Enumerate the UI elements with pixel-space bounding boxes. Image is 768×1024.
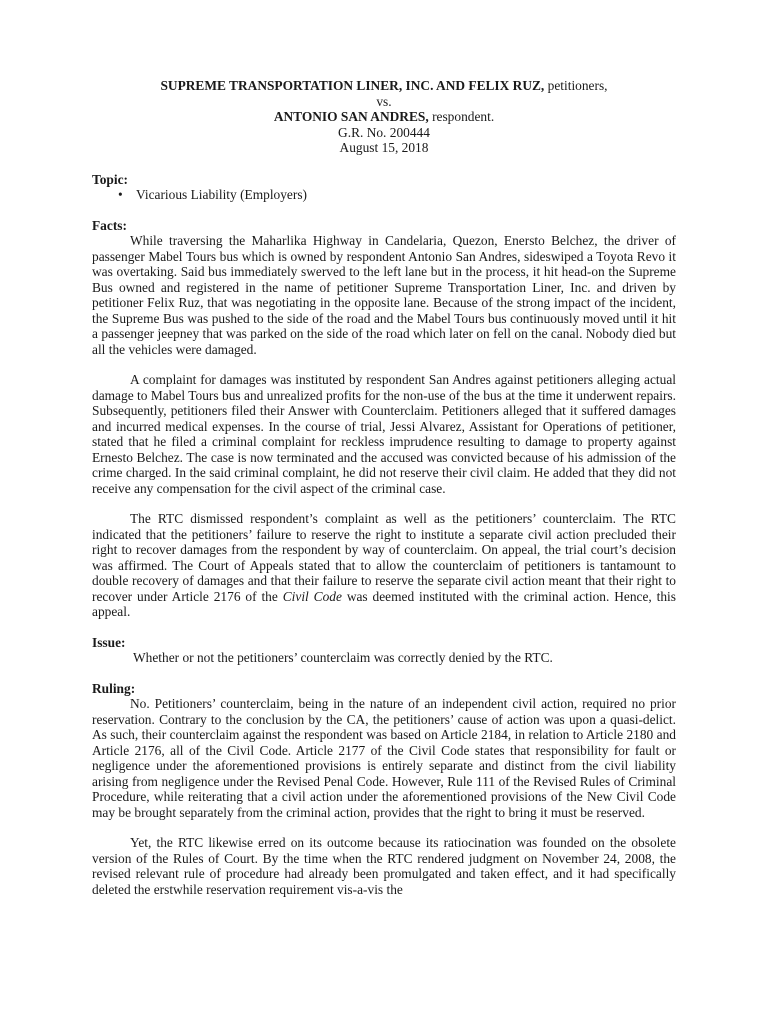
facts-paragraph-1: While traversing the Maharlika Highway in Candelaria, Quezon, Enersto Belchez, the driver of passenger Mabel Tours bus which is owned by respondent Antonio San Andres, sideswiped a Toyota Revo it was overtaking. Said bus immediately swerved to the left lane but in the process, it hit head-on the Supreme Bus owned and registered in the name of petitioner Supreme Transportation Liner, Inc. and driven by petitioner Felix Ruz, that was negotiating in the opposite lane. Because of the strong impact of the incident, the Supreme Bus was pushed to the side of the road and the Mabel Tours bus continuously moved until it hit a passenger jeepney that was parked on the side of the road which later on fell on the canal. Nobody died but all the vehicles were damaged. xyxy=(92,233,676,357)
petitioners-name: SUPREME TRANSPORTATION LINER, INC. AND FELIX RUZ, xyxy=(160,78,545,93)
issue-label: Issue: xyxy=(92,634,126,650)
ruling-paragraph-1: No. Petitioners’ counterclaim, being in the nature of an independent civil action, required no prior reservation. Contrary to the conclusion by the CA, the petitioners’ cause of action was upon a quasi-delict. As such, their counterclaim against the respondent was based on Article 2184, in relation to Article 2180 and Article 2176, all of the Civil Code. Article 2177 of the Civil Code states that responsibility for fault or negligence under the aforementioned provisions is entirely separate and distinct from the civil liability arising from negligence under the Revised Penal Code. However, Rule 111 of the Revised Rules of Criminal Procedure, while reiterating that a civil action under the aforementioned provisions of the New Civil Code may be brought separately from the criminal action, provides that the right to bring it must be reserved. xyxy=(92,696,676,820)
petitioners-role: petitioners, xyxy=(544,78,608,93)
facts-p3-italic: Civil Code xyxy=(282,588,342,604)
gr-number: G.R. No. 200444 xyxy=(338,124,430,140)
ruling-paragraph-2: Yet, the RTC likewise erred on its outcome because its ratiocination was founded on the obsolete version of the Rules of Court. By the time when the RTC rendered judgment on November 24, 2008, the revised relevant rule of procedure had already been promulgated and taken effect, and it had specifically deleted the erstwhile reservation requirement vis-a-vis the xyxy=(92,835,676,897)
respondent-name: ANTONIO SAN ANDRES, xyxy=(273,109,429,124)
ruling-label: Ruling: xyxy=(92,680,136,696)
facts-p3-main: The RTC dismissed respondent’s complaint as well as the petitioners’ counterclaim. The RTC indicated that the petitioners’ failure to reserve the right to institute a separate civil action precluded their right to recover damages from the respondent by way of counterclaim. On appeal, the trial court’s decision was affirmed. The Court of Appeals stated that to allow the counterclaim of petitioners is tantamount to double recovery of damages and that their failure to reserve the separate civil action meant that their right to recover under Article 2176 of the xyxy=(92,511,676,604)
case-header xyxy=(92,78,676,156)
issue-text: Whether or not the petitioners’ counterclaim was correctly denied by the RTC. xyxy=(133,650,553,665)
facts-p3-end: was deemed instituted with the criminal action. Hence, this appeal. xyxy=(92,588,676,619)
topic-item xyxy=(118,187,676,203)
respondent-line xyxy=(92,109,676,125)
facts-paragraph-3 xyxy=(92,511,676,620)
bullet-icon: • xyxy=(118,187,123,202)
versus-line: vs. xyxy=(376,93,392,109)
topic-list xyxy=(92,187,676,203)
topic-label: Topic: xyxy=(92,171,128,187)
respondent-role: respondent. xyxy=(428,109,495,124)
topic-item-text: Vicarious Liability (Employers) xyxy=(136,187,307,202)
petitioners-line xyxy=(92,78,676,94)
facts-label: Facts: xyxy=(92,217,127,233)
case-date: August 15, 2018 xyxy=(339,140,429,155)
facts-paragraph-2: A complaint for damages was instituted by respondent San Andres against petitioners alleging actual damage to Mabel Tours bus and unrealized profits for the non-use of the bus at the time it underwent repairs. Subsequently, petitioners filed their Answer with Counterclaim. Petitioners alleged that it suffered damages and incurred medical expenses. In the course of trial, Jessi Alvarez, Assistant for Operations of petitioner, stated that he filed a criminal complaint for reckless imprudence resulting to damage to property against Ernesto Belchez. The case is now terminated and the accused was convicted because of his admission of the crime charged. In the said criminal complaint, he did not reserve their civil claim. He added that they did not receive any compensation for the civil aspect of the criminal case. xyxy=(92,372,676,496)
